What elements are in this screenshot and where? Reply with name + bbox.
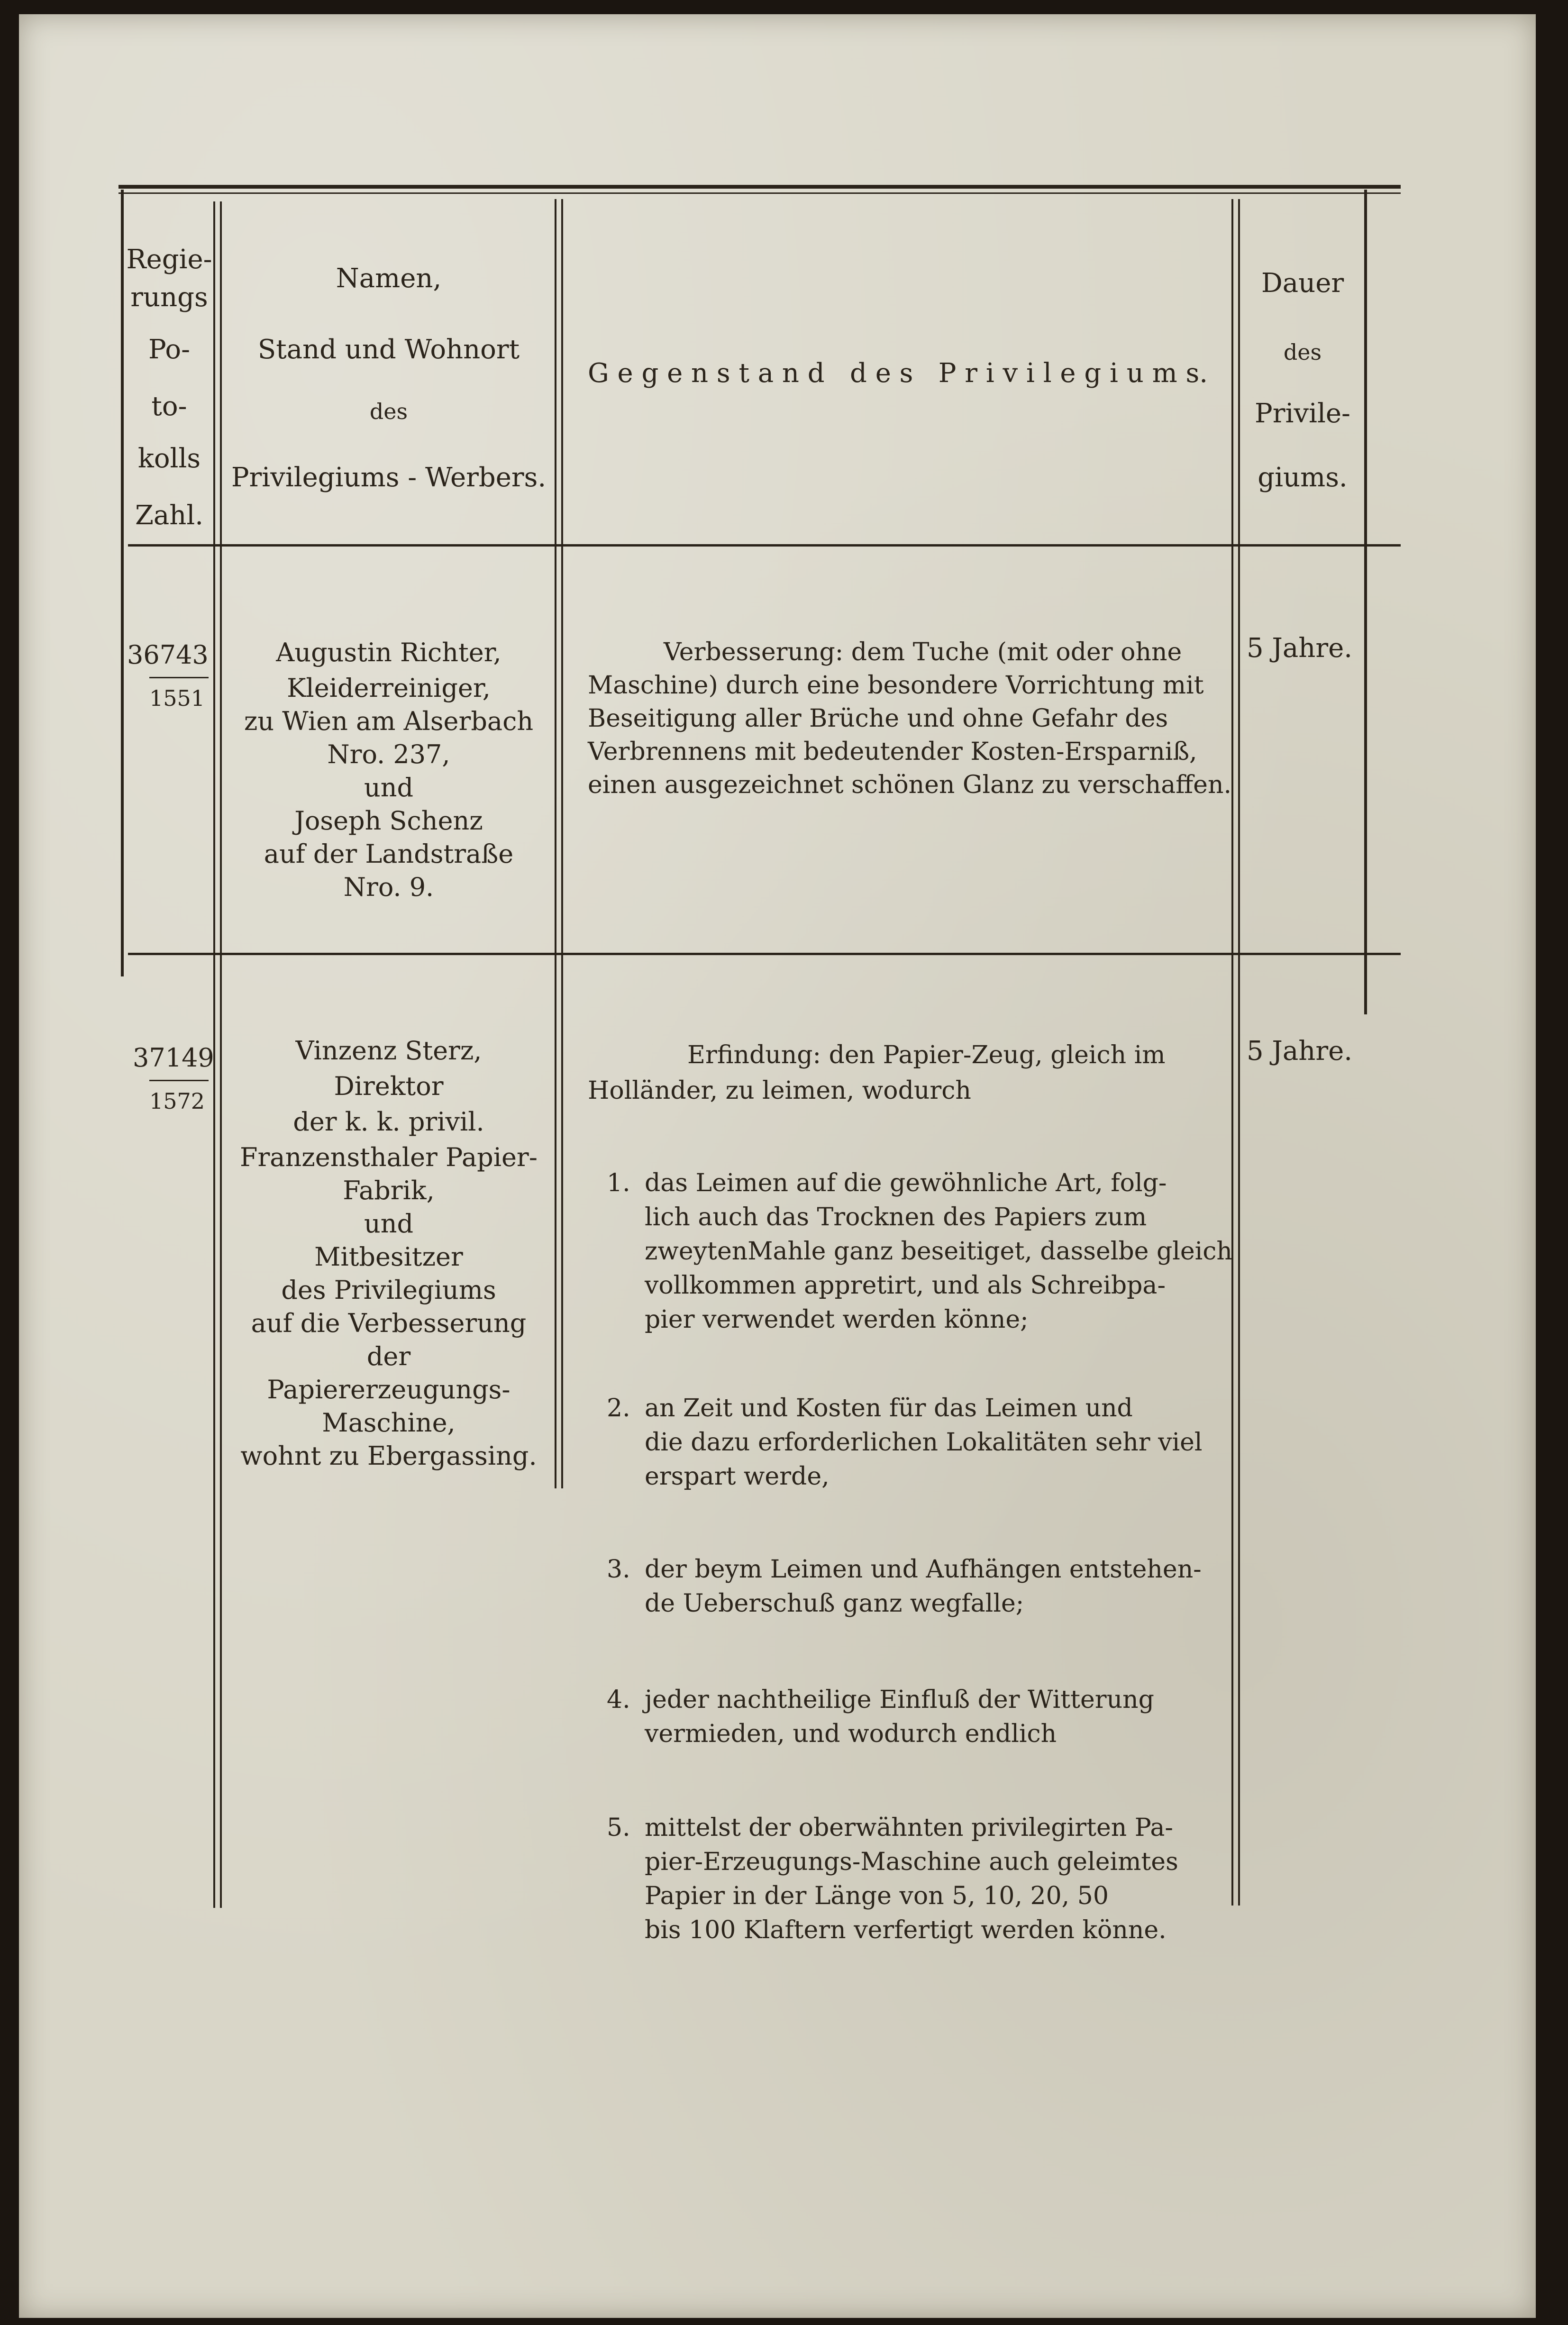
item-line: die dazu erforderlichen Lokalitäten sehr viel: [645, 1428, 1203, 1457]
header-col2-line: Namen,: [336, 263, 442, 294]
header-col1-line: kolls: [137, 443, 201, 474]
item-line: bis 100 Klaftern verfertigt werden könne.: [645, 1916, 1167, 1944]
item-line: erspart werde,: [645, 1462, 830, 1491]
item-line: vermieden, und wodurch endlich: [645, 1720, 1057, 1748]
header-col4-line: des: [1283, 339, 1322, 365]
row1-subject-line: Beseitigung aller Brüche und ohne Gefahr des: [588, 704, 1168, 733]
item-line: de Ueberschuß ganz wegfalle;: [645, 1589, 1024, 1618]
header-col2-line: Stand und Wohnort: [257, 334, 520, 365]
row2-name-line: Maschine,: [322, 1408, 456, 1438]
item-line: vollkommen appretirt, und als Schreibpa-: [645, 1271, 1166, 1300]
header-col1-line: Po-: [148, 334, 191, 365]
row2-name-line: Fabrik,: [343, 1176, 435, 1205]
item-number: 5.: [607, 1814, 630, 1842]
header-col3-title: G e g e n s t a n d d e s P r i v i l e g i u m s.: [587, 358, 1208, 389]
row1-name-line: zu Wien am Alserbach: [244, 706, 534, 736]
col-rule-3a: [1231, 199, 1233, 1906]
row1-duration: 5 Jahre.: [1247, 633, 1353, 664]
header-bottom-rule: [128, 544, 1401, 547]
row2-name-line: und: [364, 1209, 414, 1239]
item-line: mittelst der oberwähnten privilegirten Pa-: [645, 1814, 1173, 1842]
header-col2-line: Privilegiums - Werbers.: [231, 462, 547, 493]
col-rule-2a: [555, 199, 556, 1488]
row2-name-line: Direktor: [334, 1071, 444, 1101]
item-line: zweytenMahle ganz beseitiget, dasselbe gleich: [645, 1237, 1232, 1266]
header-col1-line: Zahl.: [135, 500, 204, 531]
item-line: jeder nachtheilige Einfluß der Witterung: [645, 1686, 1154, 1714]
row2-number-divider: [149, 1080, 209, 1081]
row2-subject-intro: Holländer, zu leimen, wodurch: [588, 1076, 971, 1105]
row1-subject-line: Maschine) durch eine besondere Vorrichtung mit: [588, 671, 1204, 700]
item-line: der beym Leimen und Aufhängen entstehen-: [645, 1555, 1202, 1584]
item-number: 4.: [607, 1686, 630, 1714]
document-page: [19, 14, 1536, 2318]
header-col4-line: Dauer: [1261, 268, 1344, 299]
row2-name-line: der k. k. privil.: [293, 1107, 484, 1137]
header-col4-line: Privile-: [1255, 398, 1350, 429]
item-line: das Leimen auf die gewöhnliche Art, folg-: [645, 1169, 1167, 1197]
item-line: lich auch das Trocknen des Papiers zum: [645, 1203, 1147, 1231]
row2-name-line: Vinzenz Sterz,: [295, 1036, 482, 1066]
row1-name-line: Kleiderreiniger,: [287, 673, 491, 703]
row1-name-line: Nro. 237,: [327, 739, 450, 769]
col-rule-3b: [1238, 199, 1240, 1906]
row1-name-line: auf der Landstraße: [264, 839, 514, 869]
row2-duration: 5 Jahre.: [1247, 1036, 1353, 1067]
row2-name-line: wohnt zu Ebergassing.: [240, 1441, 537, 1471]
header-col4-line: giums.: [1258, 462, 1348, 493]
row2-name-line: Mitbesitzer: [314, 1242, 463, 1272]
row1-name-line: Nro. 9.: [343, 872, 434, 902]
item-line: Papier in der Länge von 5, 10, 20, 50: [645, 1882, 1109, 1910]
table-top-rule: [119, 185, 1401, 189]
row1-name-line: und: [364, 773, 414, 802]
row-separator: [128, 953, 1401, 955]
row2-name-line: Franzensthaler Papier-: [240, 1142, 538, 1172]
item-line: pier-Erzeugungs-Maschine auch geleimtes: [645, 1848, 1178, 1876]
header-col1-line: rungs: [130, 282, 208, 313]
row2-subject-intro: Erfindung: den Papier-Zeug, gleich im: [687, 1041, 1166, 1069]
row1-subject-line: einen ausgezeichnet schönen Glanz zu verschaffen.: [588, 771, 1231, 799]
item-line: pier verwendet werden könne;: [645, 1305, 1029, 1334]
row1-number-divider: [149, 677, 209, 678]
item-number: 1.: [607, 1169, 630, 1197]
header-col1-line: Regie-: [126, 244, 212, 275]
row2-name-line: Papiererzeugungs-: [267, 1375, 511, 1404]
row2-protocol-number: 37149: [133, 1043, 214, 1073]
row2-name-line: auf die Verbesserung: [251, 1308, 527, 1338]
col-rule-2b: [561, 199, 563, 1488]
row1-subject-line: Verbesserung: dem Tuche (mit oder ohne: [664, 638, 1182, 666]
item-line: an Zeit und Kosten für das Leimen und: [645, 1394, 1133, 1422]
row2-name-line: der: [366, 1341, 411, 1371]
item-number: 3.: [607, 1555, 630, 1584]
header-col2-line: des: [369, 399, 408, 424]
row1-secondary-number: 1551: [149, 685, 205, 711]
col-rule-right: [1364, 190, 1367, 1014]
header-col1-line: to-: [151, 391, 187, 422]
col-rule-left: [121, 190, 124, 976]
table-top-rule-thin: [119, 192, 1401, 194]
row2-name-line: des Privilegiums: [281, 1275, 496, 1305]
row2-secondary-number: 1572: [149, 1088, 205, 1114]
col-rule-1b: [220, 201, 222, 1908]
row1-name-line: Joseph Schenz: [294, 806, 483, 836]
row1-subject-line: Verbrennens mit bedeutender Kosten-Ersparniß,: [588, 738, 1197, 766]
item-number: 2.: [607, 1394, 630, 1422]
row1-name-line: Augustin Richter,: [276, 638, 501, 667]
row1-protocol-number: 36743: [127, 640, 209, 670]
